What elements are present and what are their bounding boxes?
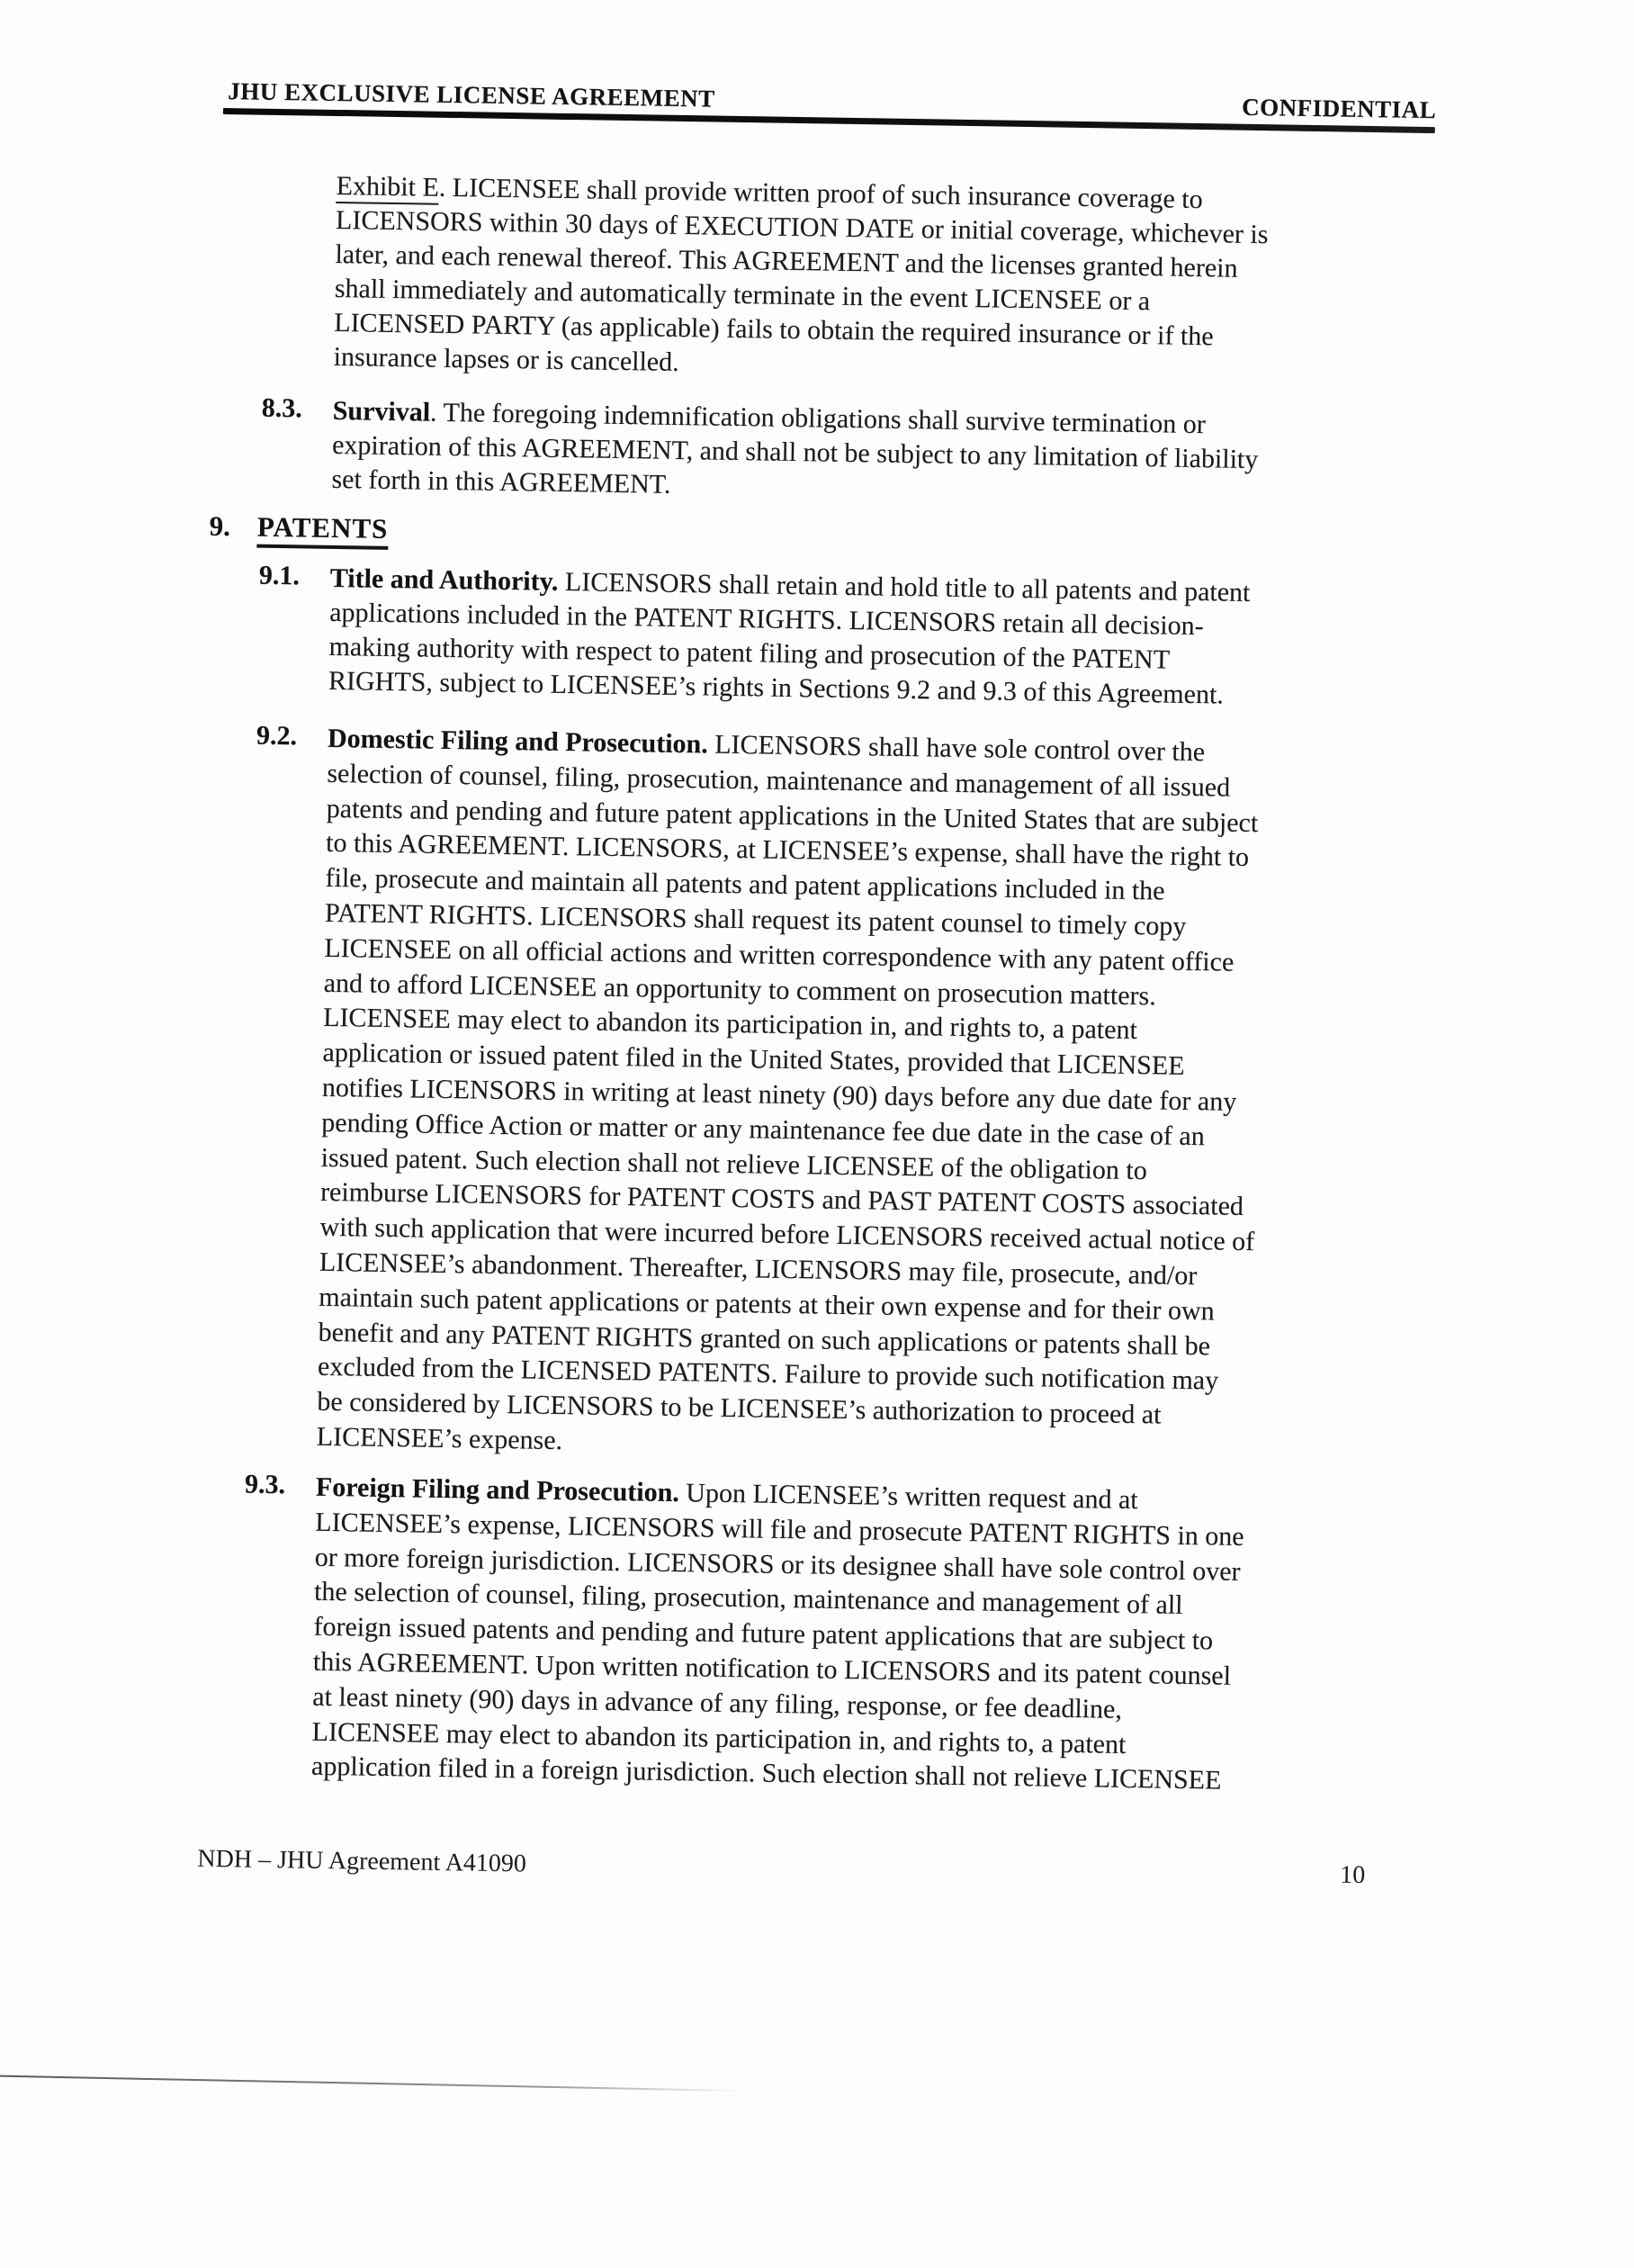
text-line: notifies LICENSORS in writing at least ninety (90) days before any due date for any	[321, 1072, 1237, 1117]
text-line: applications included in the PATENT RIGHTS. LICENSORS retain all decision-	[328, 597, 1204, 642]
text-line: set forth in this AGREEMENT.	[331, 464, 671, 500]
text-line: and to afford LICENSEE an opportunity to comment on prosecution matters.	[323, 968, 1156, 1011]
section-9-1-title-authority	[257, 561, 1251, 713]
text-line: file, prosecute and maintain all patents and patent applications included in the	[325, 863, 1165, 906]
text-line: be considered by LICENSORS to be LICENSEE’s authorization to proceed at	[317, 1386, 1162, 1430]
text-line: with such application that were incurred before LICENSORS received actual notice of	[319, 1211, 1255, 1257]
text-run: LICENSORS shall retain and hold title to all patents and patent	[558, 566, 1251, 608]
text-line: application filed in a foreign jurisdiction. Such election shall not relieve LICENSEE	[310, 1751, 1222, 1796]
text-line: later, and each renewal thereof. This AGREEMENT and the licenses granted herein	[335, 238, 1238, 284]
text-line: shall immediately and automatically terminate in the event LICENSEE or a	[334, 273, 1151, 317]
text-line: LICENSEE may elect to abandon its participation in, and rights to, a patent	[311, 1716, 1127, 1760]
section-number: 9.3.	[244, 1469, 286, 1500]
text-run: . LICENSEE shall provide written proof of such insurance coverage to	[438, 172, 1203, 215]
text-line: at least ninety (90) days in advance of any filing, response, or fee deadline,	[312, 1681, 1123, 1724]
text-line: application or issued patent filed in the United States, provided that LICENSEE	[322, 1038, 1185, 1082]
text-line: LICENSEE on all official actions and written correspondence with any patent office	[324, 932, 1234, 977]
text-line: RIGHTS, subject to LICENSEE’s rights in Sections 9.2 and 9.3 of this Agreement.	[328, 665, 1225, 710]
text-line: to this AGREEMENT. LICENSORS, at LICENSEE’s expense, shall have the right to	[325, 828, 1250, 873]
section-heading: Domestic Filing and Prosecution.	[327, 723, 709, 760]
paragraph-lines	[328, 596, 1250, 713]
article-title: PATENTS	[257, 511, 389, 550]
text-line: pending Office Action or matter or any maintenance fee due date in the case of an	[321, 1107, 1205, 1152]
text-line: issued patent. Such election shall not relieve LICENSEE of the obligation to	[320, 1142, 1147, 1185]
header-confidential-label: CONFIDENTIAL	[1241, 93, 1437, 124]
scan-artifact-line	[0, 2074, 742, 2092]
text-line: LICENSEE’s expense.	[316, 1421, 563, 1456]
exhibit-e-underlined-reference: Exhibit E	[336, 171, 439, 205]
text-line: patents and pending and future patent applications in the United States that are subject	[326, 793, 1259, 838]
text-line: reimburse LICENSORS for PATENT COSTS and PAST PATENT COSTS associated	[319, 1177, 1244, 1222]
paragraph-exhibit-e	[333, 169, 1269, 389]
text-line: the selection of counsel, filing, prosecution, maintenance and management of all	[313, 1577, 1183, 1621]
section-number: 9.1.	[258, 560, 301, 591]
section-heading: Title and Authority.	[329, 562, 559, 597]
section-number: 8.3.	[261, 392, 303, 424]
text-run: LICENSORS shall have sole control over the	[707, 729, 1206, 768]
text-line: making authority with respect to patent filing and prosecution of the PATENT	[328, 631, 1171, 675]
text-run: Upon LICENSEE’s written request and at	[678, 1478, 1138, 1516]
section-heading: Foreign Filing and Prosecution.	[315, 1472, 680, 1508]
text-line: LICENSORS within 30 days of EXECUTION DATE or initial coverage, whichever is	[335, 204, 1269, 250]
text-line: maintain such patent applications or patents at their own expense and for their own	[319, 1282, 1215, 1327]
article-9-patents-heading	[209, 509, 388, 546]
text-line: selection of counsel, filing, prosecution, maintenance and management of all issued	[327, 758, 1231, 803]
text-line: this AGREEMENT. Upon written notification to LICENSORS and its patent counsel	[312, 1646, 1232, 1691]
section-heading: Survival	[332, 395, 431, 428]
text-line: excluded from the LICENSED PATENTS. Failure to provide such notification may	[317, 1352, 1219, 1396]
footer-document-reference: NDH – JHU Agreement A41090	[197, 1844, 527, 1878]
text-line: benefit and any PATENT RIGHTS granted on such applications or patents shall be	[318, 1317, 1211, 1361]
section-9-2-domestic-filing	[246, 721, 1262, 1470]
footer-page-number: 10	[1340, 1860, 1366, 1890]
text-line: insurance lapses or is cancelled.	[333, 341, 679, 377]
text-line: LICENSEE may elect to abandon its participation in, and rights to, a patent	[322, 1003, 1138, 1046]
text-line: or more foreign jurisdiction. LICENSORS or its designee shall have sole control over	[314, 1542, 1241, 1587]
paragraph-lines	[311, 1506, 1244, 1800]
section-8-3-survival	[260, 393, 1259, 511]
paragraph-lines	[331, 428, 1258, 511]
section-number: 9.2.	[256, 720, 298, 752]
text-line: PATENT RIGHTS. LICENSORS shall request its patent counsel to timely copy	[324, 897, 1187, 941]
paragraph-lines	[317, 757, 1262, 1470]
text-line: foreign issued patents and pending and future patent applications that are subject to	[313, 1611, 1214, 1656]
text-line: expiration of this AGREEMENT, and shall not be subject to any limitation of liability	[331, 429, 1259, 475]
article-number: 9.	[209, 509, 231, 543]
paragraph-lines	[333, 203, 1268, 389]
text-line: LICENSED PARTY (as applicable) fails to obtain the required insurance or if the	[334, 307, 1214, 352]
header-document-title: JHU EXCLUSIVE LICENSE AGREEMENT	[228, 77, 715, 112]
text-line: LICENSEE’s expense, LICENSORS will file and prosecute PATENT RIGHTS in one	[315, 1507, 1244, 1552]
text-line: LICENSEE’s abandonment. Thereafter, LICENSORS may file, prosecute, and/or	[319, 1246, 1198, 1292]
text-run: . The foregoing indemnification obligations shall survive termination or	[429, 397, 1207, 440]
section-9-3-foreign-filing	[240, 1470, 1245, 1800]
